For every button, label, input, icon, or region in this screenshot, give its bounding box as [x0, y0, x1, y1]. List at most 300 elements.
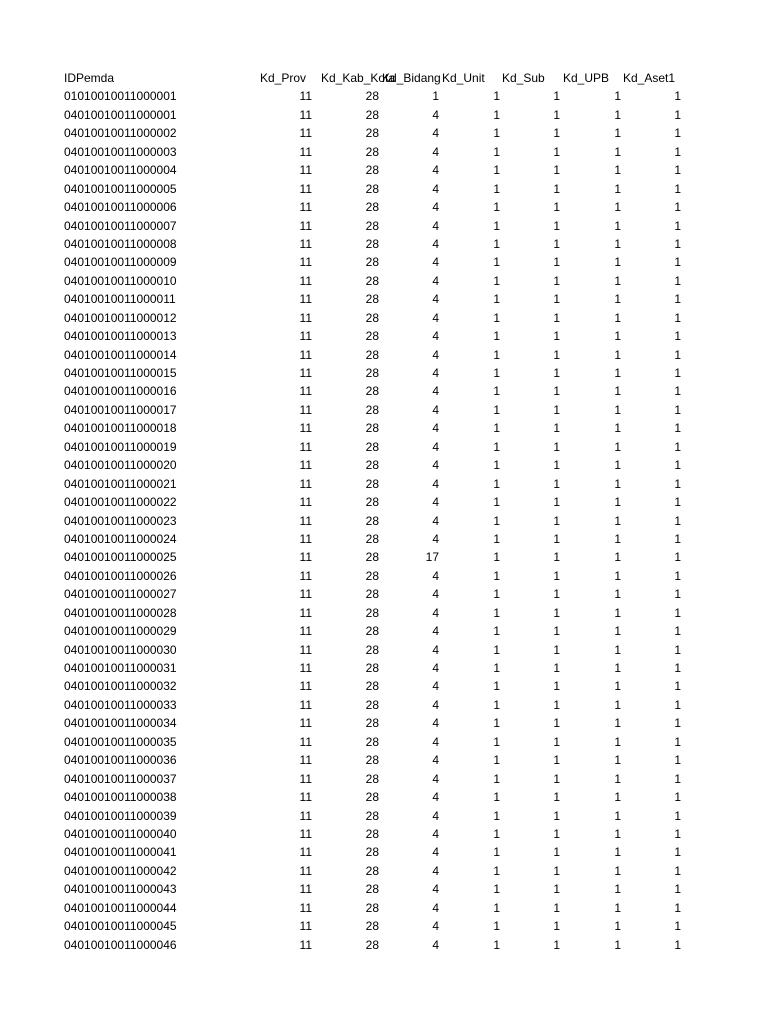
cell-kd-unit: 1 — [493, 624, 500, 639]
cell-kd-bidang: 4 — [432, 273, 439, 288]
cell-kd-aset1: 1 — [674, 421, 681, 436]
cell-kd-upb: 1 — [614, 624, 621, 639]
cell-kd-prov: 11 — [299, 531, 312, 546]
cell-kd-unit: 1 — [493, 366, 500, 380]
table-row — [64, 217, 686, 235]
cell-idpemda: 04010010011000044 — [64, 900, 177, 915]
cell-kd-unit: 1 — [493, 144, 500, 159]
table-body — [64, 87, 686, 954]
cell-kd-aset1: 1 — [674, 366, 681, 380]
cell-kd-kab-kota: 28 — [365, 513, 379, 528]
cell-kd-upb: 1 — [614, 329, 621, 344]
cell-kd-upb: 1 — [614, 661, 621, 675]
cell-kd-aset1: 1 — [674, 310, 681, 325]
cell-kd-bidang: 4 — [432, 808, 439, 823]
cell-kd-bidang: 4 — [432, 384, 439, 399]
cell-kd-bidang: 4 — [432, 845, 439, 860]
cell-kd-aset1: 1 — [674, 826, 681, 841]
cell-kd-sub: 1 — [553, 310, 560, 325]
cell-kd-sub: 1 — [553, 919, 560, 934]
cell-kd-kab-kota: 28 — [365, 790, 379, 805]
cell-kd-aset1: 1 — [674, 107, 681, 122]
cell-kd-bidang: 4 — [432, 882, 439, 897]
cell-kd-unit: 1 — [493, 808, 500, 823]
cell-kd-kab-kota: 28 — [365, 163, 379, 178]
cell-kd-unit: 1 — [493, 790, 500, 805]
cell-kd-upb: 1 — [614, 384, 621, 399]
cell-kd-upb: 1 — [614, 863, 621, 878]
cell-kd-prov: 11 — [299, 366, 312, 380]
cell-kd-prov: 11 — [299, 697, 312, 712]
cell-kd-upb: 1 — [614, 144, 621, 159]
cell-kd-prov: 11 — [299, 679, 312, 694]
cell-kd-sub: 1 — [553, 826, 560, 841]
cell-kd-aset1: 1 — [674, 531, 681, 546]
cell-kd-aset1: 1 — [674, 568, 681, 583]
cell-kd-prov: 11 — [299, 716, 312, 731]
cell-kd-unit: 1 — [493, 716, 500, 731]
cell-kd-prov: 11 — [299, 107, 312, 122]
table-row — [64, 751, 686, 769]
cell-kd-sub: 1 — [553, 236, 560, 251]
cell-kd-prov: 11 — [299, 513, 312, 528]
cell-kd-upb: 1 — [614, 900, 621, 915]
cell-kd-prov: 11 — [299, 808, 312, 823]
cell-kd-kab-kota: 28 — [365, 366, 379, 380]
cell-idpemda: 04010010011000028 — [64, 605, 177, 620]
table-row — [64, 106, 686, 124]
cell-kd-prov: 11 — [299, 255, 312, 270]
cell-kd-bidang: 4 — [432, 421, 439, 436]
cell-kd-aset1: 1 — [674, 402, 681, 417]
cell-kd-prov: 11 — [299, 937, 312, 952]
cell-kd-upb: 1 — [614, 734, 621, 749]
cell-kd-upb: 1 — [614, 273, 621, 288]
table-row — [64, 364, 686, 382]
table-row — [64, 843, 686, 861]
cell-kd-kab-kota: 28 — [365, 642, 379, 657]
table-row — [64, 309, 686, 327]
table-row — [64, 677, 686, 695]
cell-kd-sub: 1 — [553, 531, 560, 546]
table-row — [64, 161, 686, 179]
table-row — [64, 733, 686, 751]
cell-idpemda: 04010010011000029 — [64, 624, 177, 639]
cell-kd-unit: 1 — [493, 734, 500, 749]
cell-kd-aset1: 1 — [674, 163, 681, 178]
cell-kd-sub: 1 — [553, 255, 560, 270]
cell-kd-aset1: 1 — [674, 661, 681, 675]
cell-kd-sub: 1 — [553, 421, 560, 436]
cell-kd-prov: 11 — [299, 384, 312, 399]
cell-kd-prov: 11 — [299, 218, 312, 233]
cell-kd-sub: 1 — [553, 273, 560, 288]
cell-kd-bidang: 4 — [432, 624, 439, 639]
table-row — [64, 659, 686, 677]
cell-kd-unit: 1 — [493, 605, 500, 620]
cell-kd-bidang: 4 — [432, 716, 439, 731]
table-row — [64, 87, 686, 105]
cell-kd-upb: 1 — [614, 513, 621, 528]
cell-kd-bidang: 4 — [432, 568, 439, 583]
cell-kd-kab-kota: 28 — [365, 697, 379, 712]
cell-kd-prov: 11 — [299, 734, 312, 749]
cell-kd-sub: 1 — [553, 642, 560, 657]
cell-kd-bidang: 4 — [432, 753, 439, 768]
cell-kd-bidang: 4 — [432, 402, 439, 417]
table-row — [64, 272, 686, 290]
cell-kd-prov: 11 — [299, 329, 312, 344]
cell-kd-kab-kota: 28 — [365, 900, 379, 915]
cell-kd-aset1: 1 — [674, 679, 681, 694]
table-row — [64, 438, 686, 456]
cell-kd-unit: 1 — [493, 329, 500, 344]
header-kd-prov: Kd_Prov — [260, 71, 307, 85]
cell-kd-sub: 1 — [553, 808, 560, 823]
cell-kd-aset1: 1 — [674, 273, 681, 288]
cell-kd-aset1: 1 — [674, 347, 681, 362]
cell-kd-kab-kota: 28 — [365, 458, 379, 473]
table-row — [64, 419, 686, 437]
cell-kd-prov: 11 — [299, 144, 312, 159]
cell-kd-sub: 1 — [553, 384, 560, 399]
cell-kd-upb: 1 — [614, 476, 621, 491]
cell-idpemda: 04010010011000004 — [64, 163, 177, 178]
cell-kd-sub: 1 — [553, 624, 560, 639]
cell-kd-kab-kota: 28 — [365, 200, 379, 215]
cell-kd-bidang: 4 — [432, 439, 439, 454]
cell-kd-bidang: 4 — [432, 734, 439, 749]
cell-kd-bidang: 4 — [432, 937, 439, 952]
cell-idpemda: 04010010011000040 — [64, 826, 177, 841]
cell-kd-sub: 1 — [553, 587, 560, 602]
cell-kd-upb: 1 — [614, 421, 621, 436]
cell-kd-aset1: 1 — [674, 236, 681, 251]
cell-idpemda: 04010010011000042 — [64, 863, 177, 878]
cell-kd-unit: 1 — [493, 661, 500, 675]
cell-kd-kab-kota: 28 — [365, 421, 379, 436]
table-row — [64, 346, 686, 364]
cell-kd-upb: 1 — [614, 458, 621, 473]
cell-kd-upb: 1 — [614, 808, 621, 823]
cell-kd-prov: 11 — [299, 605, 312, 620]
table-header-row — [64, 69, 686, 87]
cell-kd-bidang: 4 — [432, 863, 439, 878]
cell-kd-prov: 11 — [299, 568, 312, 583]
cell-kd-kab-kota: 28 — [365, 236, 379, 251]
cell-kd-sub: 1 — [553, 458, 560, 473]
cell-kd-sub: 1 — [553, 697, 560, 712]
table-row — [64, 382, 686, 400]
cell-kd-sub: 1 — [553, 218, 560, 233]
cell-kd-unit: 1 — [493, 587, 500, 602]
cell-kd-upb: 1 — [614, 605, 621, 620]
cell-kd-aset1: 1 — [674, 753, 681, 768]
cell-kd-kab-kota: 28 — [365, 679, 379, 694]
cell-kd-upb: 1 — [614, 550, 621, 565]
header-kd-unit: Kd_Unit — [442, 71, 485, 85]
cell-idpemda: 04010010011000017 — [64, 402, 177, 417]
cell-kd-bidang: 4 — [432, 310, 439, 325]
header-kd-upb: Kd_UPB — [563, 71, 610, 85]
cell-kd-unit: 1 — [493, 107, 500, 122]
cell-kd-upb: 1 — [614, 587, 621, 602]
cell-kd-upb: 1 — [614, 495, 621, 510]
cell-kd-kab-kota: 28 — [365, 937, 379, 952]
cell-kd-upb: 1 — [614, 107, 621, 122]
table-row — [64, 290, 686, 308]
cell-kd-aset1: 1 — [674, 716, 681, 731]
cell-kd-sub: 1 — [553, 144, 560, 159]
cell-idpemda: 04010010011000045 — [64, 919, 177, 934]
table-row — [64, 825, 686, 843]
cell-kd-aset1: 1 — [674, 882, 681, 897]
cell-kd-aset1: 1 — [674, 513, 681, 528]
cell-kd-unit: 1 — [493, 402, 500, 417]
cell-idpemda: 04010010011000039 — [64, 808, 177, 823]
table-row — [64, 696, 686, 714]
cell-kd-sub: 1 — [553, 329, 560, 344]
table-row — [64, 180, 686, 198]
cell-kd-upb: 1 — [614, 292, 621, 307]
table-row — [64, 714, 686, 732]
cell-idpemda: 04010010011000024 — [64, 531, 177, 546]
cell-kd-sub: 1 — [553, 661, 560, 675]
cell-kd-bidang: 4 — [432, 476, 439, 491]
cell-kd-upb: 1 — [614, 919, 621, 934]
cell-kd-sub: 1 — [553, 107, 560, 122]
cell-idpemda: 04010010011000012 — [64, 310, 177, 325]
cell-kd-sub: 1 — [553, 163, 560, 178]
cell-kd-sub: 1 — [553, 937, 560, 952]
table-row — [64, 641, 686, 659]
cell-idpemda: 04010010011000009 — [64, 255, 177, 270]
cell-kd-kab-kota: 28 — [365, 753, 379, 768]
cell-kd-kab-kota: 28 — [365, 624, 379, 639]
cell-kd-bidang: 4 — [432, 661, 439, 675]
cell-kd-sub: 1 — [553, 605, 560, 620]
cell-idpemda: 04010010011000022 — [64, 495, 177, 510]
cell-kd-unit: 1 — [493, 568, 500, 583]
cell-kd-bidang: 4 — [432, 163, 439, 178]
header-kd-sub: Kd_Sub — [502, 71, 545, 85]
cell-kd-sub: 1 — [553, 89, 560, 104]
cell-kd-bidang: 4 — [432, 495, 439, 510]
cell-kd-kab-kota: 28 — [365, 144, 379, 159]
table-row — [64, 880, 686, 898]
cell-kd-unit: 1 — [493, 937, 500, 952]
cell-kd-bidang: 4 — [432, 255, 439, 270]
cell-kd-unit: 1 — [493, 919, 500, 934]
cell-kd-bidang: 4 — [432, 679, 439, 694]
cell-idpemda: 04010010011000020 — [64, 458, 177, 473]
cell-idpemda: 04010010011000030 — [64, 642, 177, 657]
cell-kd-kab-kota: 28 — [365, 495, 379, 510]
cell-idpemda: 04010010011000014 — [64, 347, 177, 362]
cell-idpemda: 04010010011000015 — [64, 366, 177, 380]
cell-kd-sub: 1 — [553, 863, 560, 878]
cell-idpemda: 04010010011000038 — [64, 790, 177, 805]
cell-idpemda: 04010010011000034 — [64, 716, 177, 731]
cell-idpemda: 04010010011000002 — [64, 126, 177, 141]
cell-kd-kab-kota: 28 — [365, 107, 379, 122]
cell-kd-kab-kota: 28 — [365, 661, 379, 675]
table-row — [64, 124, 686, 142]
cell-kd-sub: 1 — [553, 753, 560, 768]
cell-idpemda: 04010010011000023 — [64, 513, 177, 528]
table-row — [64, 198, 686, 216]
cell-idpemda: 04010010011000006 — [64, 200, 177, 215]
cell-kd-prov: 11 — [299, 126, 312, 141]
cell-kd-bidang: 4 — [432, 605, 439, 620]
cell-kd-kab-kota: 28 — [365, 89, 379, 104]
cell-kd-aset1: 1 — [674, 89, 681, 104]
cell-kd-upb: 1 — [614, 218, 621, 233]
cell-kd-upb: 1 — [614, 937, 621, 952]
cell-kd-unit: 1 — [493, 310, 500, 325]
cell-idpemda: 04010010011000027 — [64, 587, 177, 602]
cell-kd-kab-kota: 28 — [365, 863, 379, 878]
table-row — [64, 567, 686, 585]
cell-kd-aset1: 1 — [674, 200, 681, 215]
cell-kd-aset1: 1 — [674, 587, 681, 602]
table-row — [64, 899, 686, 917]
cell-kd-aset1: 1 — [674, 495, 681, 510]
cell-kd-upb: 1 — [614, 89, 621, 104]
cell-idpemda: 04010010011000019 — [64, 439, 177, 454]
cell-kd-prov: 11 — [299, 458, 312, 473]
cell-kd-unit: 1 — [493, 200, 500, 215]
cell-kd-kab-kota: 28 — [365, 771, 379, 786]
cell-kd-unit: 1 — [493, 439, 500, 454]
cell-kd-bidang: 4 — [432, 329, 439, 344]
cell-kd-kab-kota: 28 — [365, 384, 379, 399]
cell-idpemda: 01010010011000001 — [64, 89, 177, 104]
cell-kd-sub: 1 — [553, 550, 560, 565]
cell-idpemda: 04010010011000026 — [64, 568, 177, 583]
cell-kd-aset1: 1 — [674, 900, 681, 915]
cell-kd-kab-kota: 28 — [365, 734, 379, 749]
cell-kd-unit: 1 — [493, 181, 500, 196]
cell-kd-unit: 1 — [493, 476, 500, 491]
cell-kd-unit: 1 — [493, 826, 500, 841]
table-row — [64, 235, 686, 253]
cell-kd-prov: 11 — [299, 863, 312, 878]
cell-kd-unit: 1 — [493, 753, 500, 768]
table-row — [64, 604, 686, 622]
cell-idpemda: 04010010011000033 — [64, 697, 177, 712]
table-row — [64, 917, 686, 935]
cell-kd-bidang: 4 — [432, 236, 439, 251]
cell-idpemda: 04010010011000035 — [64, 734, 177, 749]
cell-kd-upb: 1 — [614, 200, 621, 215]
cell-kd-aset1: 1 — [674, 329, 681, 344]
table-row — [64, 788, 686, 806]
cell-kd-kab-kota: 28 — [365, 826, 379, 841]
cell-kd-prov: 11 — [299, 587, 312, 602]
cell-kd-sub: 1 — [553, 439, 560, 454]
cell-kd-unit: 1 — [493, 163, 500, 178]
cell-kd-upb: 1 — [614, 347, 621, 362]
cell-kd-unit: 1 — [493, 495, 500, 510]
table-row — [64, 253, 686, 271]
cell-kd-upb: 1 — [614, 181, 621, 196]
cell-kd-upb: 1 — [614, 366, 621, 380]
cell-kd-sub: 1 — [553, 771, 560, 786]
cell-kd-bidang: 4 — [432, 642, 439, 657]
cell-kd-unit: 1 — [493, 550, 500, 565]
cell-kd-prov: 11 — [299, 790, 312, 805]
cell-kd-aset1: 1 — [674, 697, 681, 712]
cell-kd-unit: 1 — [493, 255, 500, 270]
cell-kd-unit: 1 — [493, 882, 500, 897]
cell-kd-kab-kota: 28 — [365, 568, 379, 583]
table-row — [64, 512, 686, 530]
cell-kd-kab-kota: 28 — [365, 126, 379, 141]
cell-kd-aset1: 1 — [674, 292, 681, 307]
cell-idpemda: 04010010011000013 — [64, 329, 177, 344]
cell-kd-aset1: 1 — [674, 919, 681, 934]
table-row — [64, 475, 686, 493]
cell-kd-aset1: 1 — [674, 790, 681, 805]
cell-kd-bidang: 4 — [432, 292, 439, 307]
cell-kd-bidang: 4 — [432, 144, 439, 159]
cell-kd-aset1: 1 — [674, 642, 681, 657]
cell-kd-aset1: 1 — [674, 624, 681, 639]
cell-kd-aset1: 1 — [674, 845, 681, 860]
cell-kd-unit: 1 — [493, 771, 500, 786]
cell-kd-kab-kota: 28 — [365, 329, 379, 344]
cell-kd-bidang: 4 — [432, 366, 439, 380]
cell-kd-prov: 11 — [299, 89, 312, 104]
table-row — [64, 548, 686, 566]
cell-kd-sub: 1 — [553, 679, 560, 694]
cell-idpemda: 04010010011000008 — [64, 236, 177, 251]
header-kd-bidang: Kd_Bidang — [382, 71, 441, 85]
cell-kd-upb: 1 — [614, 439, 621, 454]
cell-kd-prov: 11 — [299, 273, 312, 288]
cell-kd-prov: 11 — [299, 753, 312, 768]
cell-kd-upb: 1 — [614, 716, 621, 731]
table-row — [64, 770, 686, 788]
cell-kd-prov: 11 — [299, 236, 312, 251]
cell-kd-upb: 1 — [614, 568, 621, 583]
cell-kd-sub: 1 — [553, 568, 560, 583]
cell-kd-kab-kota: 28 — [365, 716, 379, 731]
cell-kd-upb: 1 — [614, 771, 621, 786]
cell-kd-aset1: 1 — [674, 771, 681, 786]
cell-kd-aset1: 1 — [674, 218, 681, 233]
cell-kd-kab-kota: 28 — [365, 402, 379, 417]
cell-kd-aset1: 1 — [674, 937, 681, 952]
cell-kd-upb: 1 — [614, 642, 621, 657]
cell-kd-aset1: 1 — [674, 126, 681, 141]
cell-kd-upb: 1 — [614, 826, 621, 841]
cell-idpemda: 04010010011000016 — [64, 384, 177, 399]
cell-kd-upb: 1 — [614, 790, 621, 805]
cell-kd-prov: 11 — [299, 476, 312, 491]
table-row — [64, 401, 686, 419]
cell-kd-upb: 1 — [614, 697, 621, 712]
cell-kd-aset1: 1 — [674, 144, 681, 159]
cell-kd-unit: 1 — [493, 531, 500, 546]
cell-kd-bidang: 4 — [432, 531, 439, 546]
cell-kd-bidang: 4 — [432, 587, 439, 602]
cell-kd-kab-kota: 28 — [365, 181, 379, 196]
cell-kd-bidang: 4 — [432, 826, 439, 841]
spreadsheet-table — [64, 69, 686, 954]
cell-kd-sub: 1 — [553, 734, 560, 749]
